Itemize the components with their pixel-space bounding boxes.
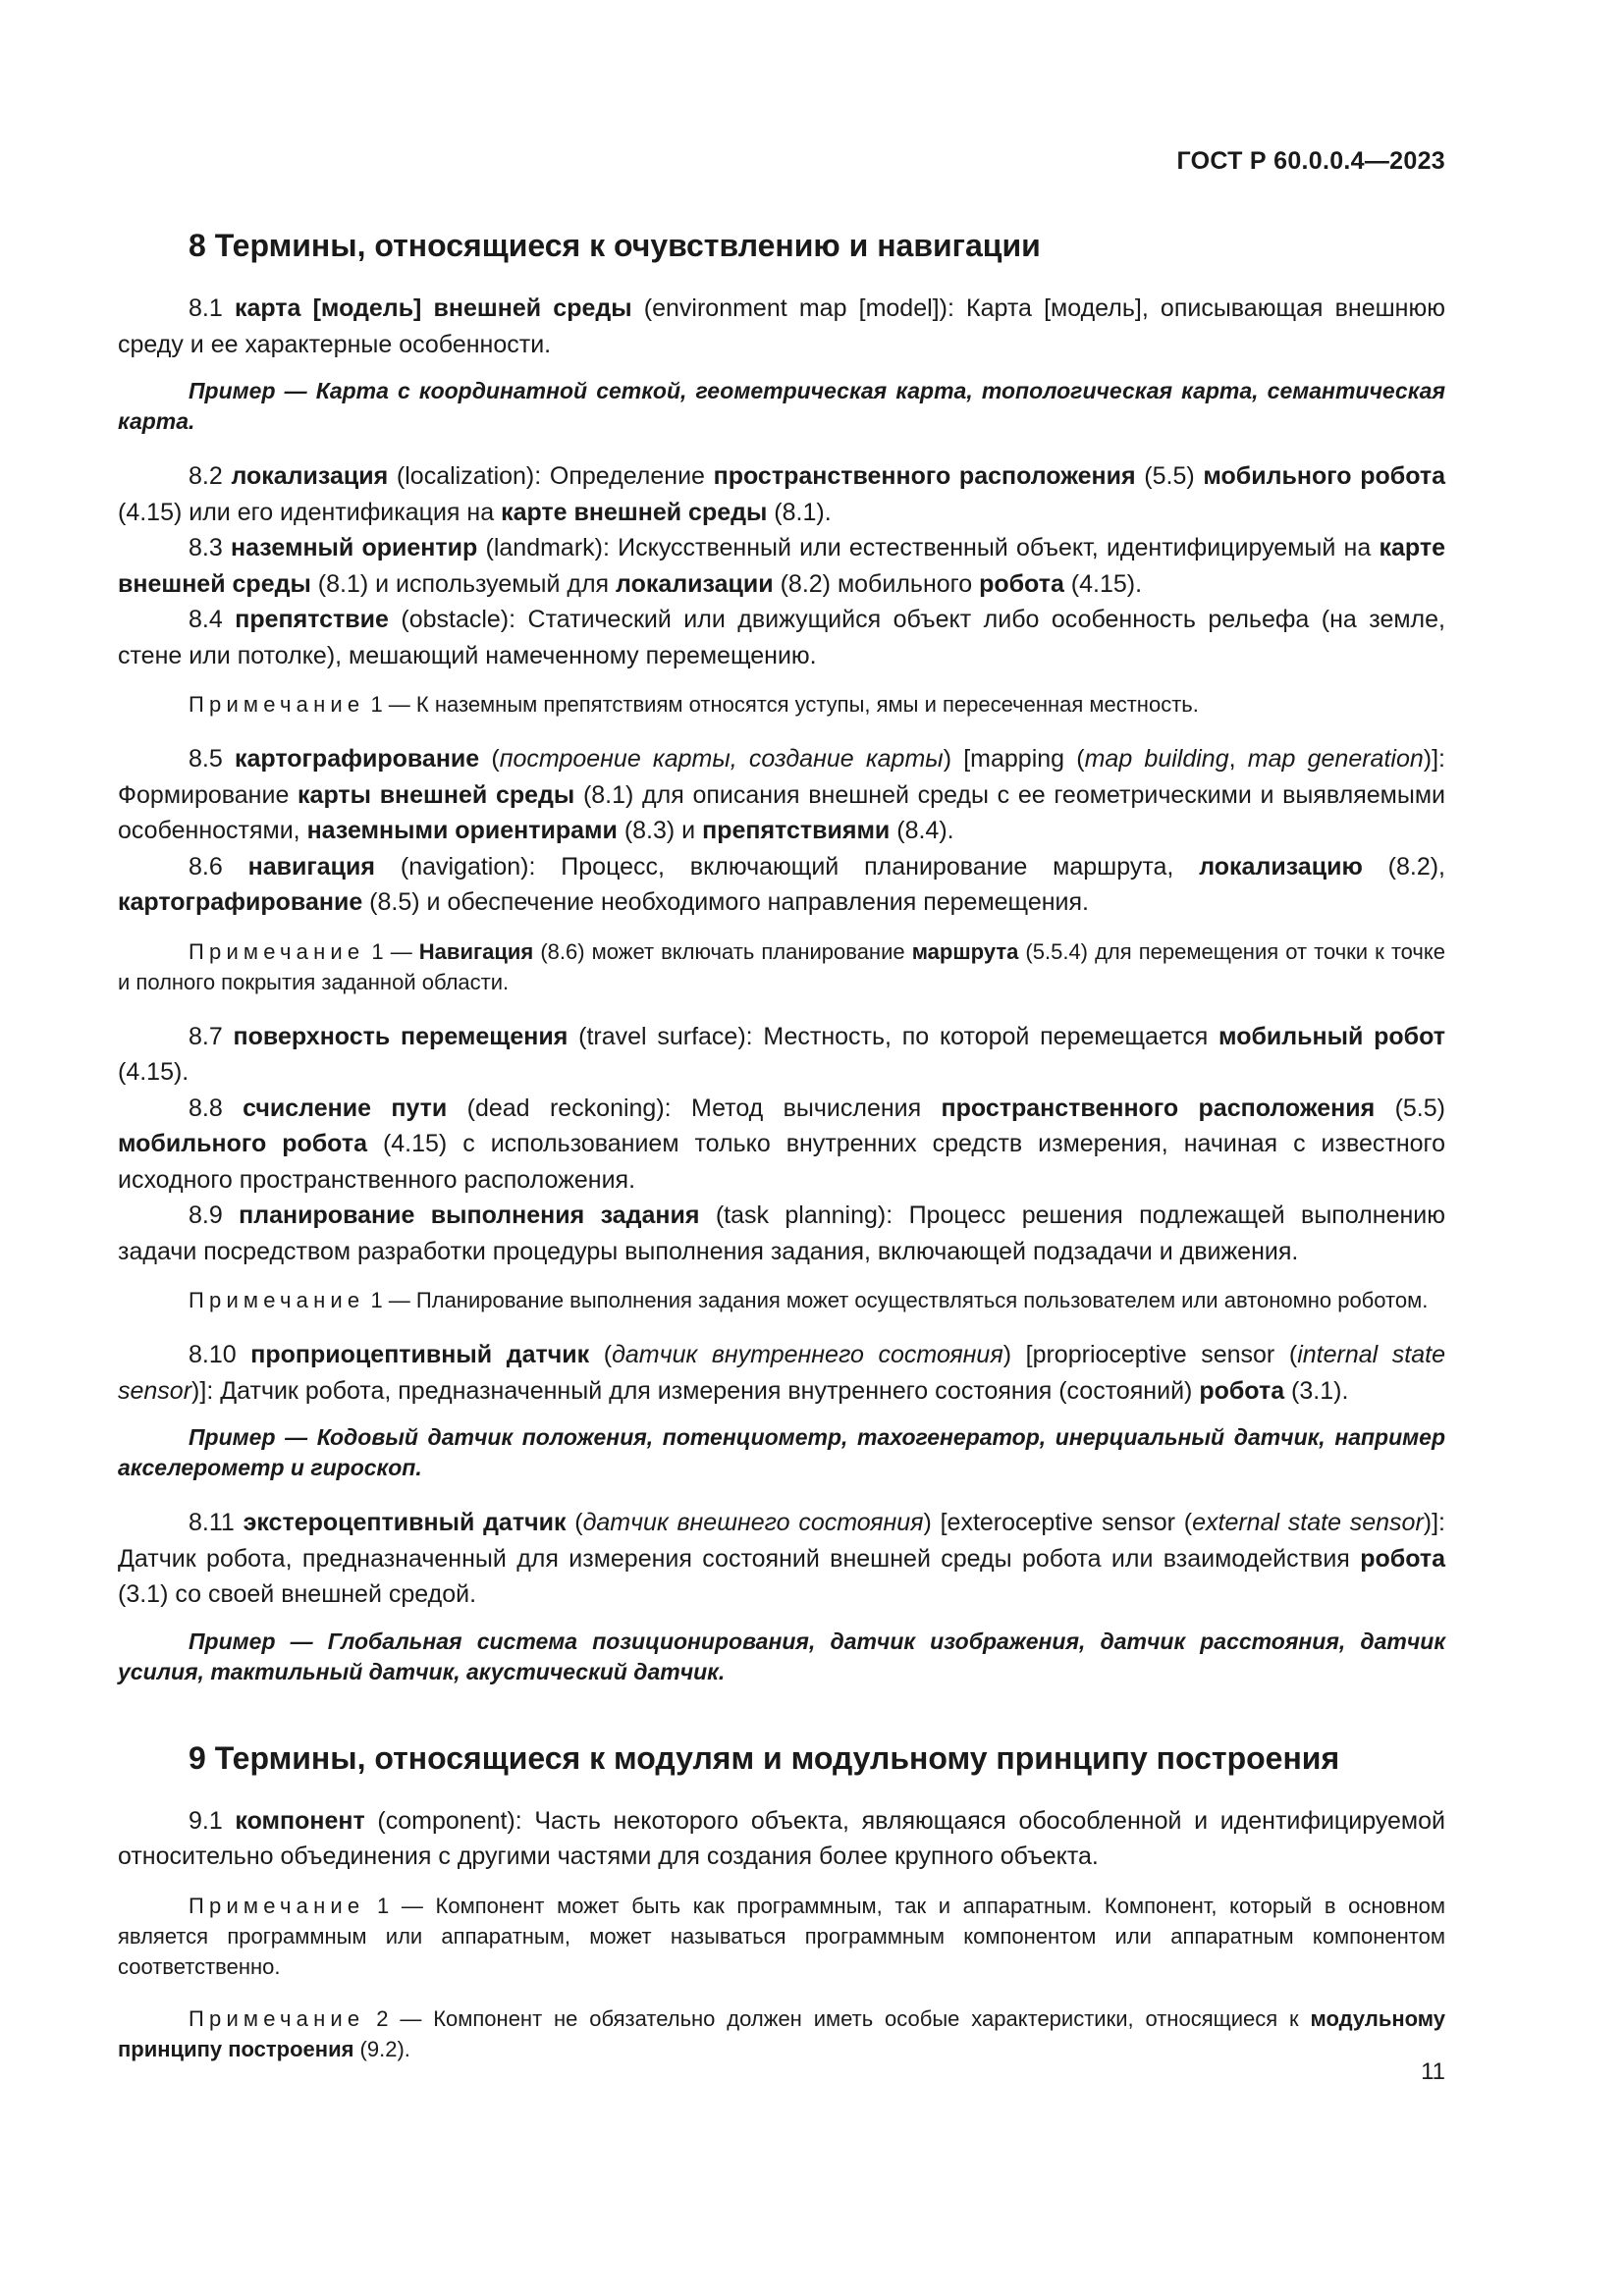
term-name: картографирование xyxy=(234,745,480,773)
term-definition: (navigation): Процесс, включающий планирование маршрута, xyxy=(375,852,1200,881)
term-definition: (dead reckoning): Метод вычисления xyxy=(447,1094,942,1122)
term-reference: препятствиями xyxy=(702,817,891,844)
term-reference: карты внешней среды xyxy=(298,780,575,809)
note-text: 1 — Компонент может быть как программным, так и аппаратным. Компонент, который в основном является программным или аппаратным, может называться программным компонентом или аппаратным компонентом соответственно. xyxy=(118,1893,1445,1979)
term-name: компонент xyxy=(235,1806,365,1835)
term-name: препятствие xyxy=(235,606,389,633)
note-text: 1 — Планирование выполнения задания может осуществляться пользователем или автономно роботом. xyxy=(364,1288,1429,1312)
term-definition: (3.1) со своей внешней средой. xyxy=(118,1580,477,1608)
term-definition: (4.15) с использованием только внутренних средств измерения, начиная с известного исходного пространственного расположения. xyxy=(118,1130,1445,1194)
term-8-5 xyxy=(118,741,1445,849)
term-number: 8.3 xyxy=(189,534,223,561)
term-8-1 xyxy=(118,291,1445,362)
page-content xyxy=(118,147,1445,2064)
section-8-title: 8 Термины, относящиеся к очувствлению и навигации xyxy=(189,228,1041,263)
term-number: 8.4 xyxy=(189,606,223,633)
term-definition: ( xyxy=(479,745,500,773)
term-number: 8.9 xyxy=(189,1201,223,1229)
term-reference: робота xyxy=(1360,1544,1445,1573)
term-reference: пространственного расположения xyxy=(713,462,1136,490)
section-9-title: 9 Термины, относящиеся к модулям и модульному принципу построения xyxy=(189,1739,1340,1776)
note-label: Примечание xyxy=(189,2005,365,2031)
example-8-1: Пример — Карта с координатной сеткой, геометрическая карта, топологическая карта, семантическая карта. xyxy=(118,378,1445,434)
note-label: Примечание xyxy=(189,1288,365,1312)
term-definition: (4.15). xyxy=(1063,569,1143,598)
term-definition: (5.5) xyxy=(1135,462,1204,490)
term-reference: наземными ориентирами xyxy=(306,817,618,844)
term-name: счисление пути xyxy=(243,1094,448,1122)
term-definition: (8.1). xyxy=(767,498,832,526)
term-definition: (localization): Определение xyxy=(388,462,714,490)
term-definition: (landmark): Искусственный или естественный объект, идентифицируемый на xyxy=(477,534,1380,561)
example-8-11: Пример — Глобальная система позиционирования, датчик изображения, датчик расстояния, датчик усилия, тактильный датчик, акустический датчик. xyxy=(118,1628,1445,1684)
term-8-6 xyxy=(118,849,1445,921)
note-text: 1 — xyxy=(364,938,419,964)
term-definition: )]: Формирование xyxy=(118,745,1445,809)
term-definition: (8.3) и xyxy=(617,817,703,844)
term-definition: ) [proprioceptive sensor ( xyxy=(1002,1341,1298,1368)
note-9-1-1 xyxy=(118,1891,1445,1982)
term-number: 8.8 xyxy=(189,1094,223,1122)
term-synonym-en: map building xyxy=(1084,745,1229,773)
term-name: навигация xyxy=(247,852,376,881)
term-number: 8.1 xyxy=(189,294,223,322)
term-reference: мобильного робота xyxy=(1203,462,1446,490)
term-reference: локализацию xyxy=(1199,852,1363,881)
term-synonym: датчик внешнего состояния xyxy=(582,1509,924,1536)
term-number: 8.11 xyxy=(189,1509,235,1536)
term-definition: )]: Датчик робота, предназначенный для измерения внутреннего состояния (состояний) xyxy=(191,1376,1200,1405)
term-reference: робота xyxy=(1199,1376,1285,1405)
note-8-4 xyxy=(118,689,1445,720)
term-definition: (component): Часть некоторого объекта, являющаяся обособленной и идентифицируемой относительно объединения с другими частями для создания более крупного объекта. xyxy=(118,1806,1445,1870)
term-name: наземный ориентир xyxy=(230,534,478,561)
note-8-9 xyxy=(118,1285,1445,1315)
term-definition: (3.1). xyxy=(1284,1376,1349,1405)
term-definition: (task planning): Процесс решения подлежащей выполнению задачи посредством разработки процедуры выполнения задания, включающей подзадачи и движения. xyxy=(118,1201,1446,1265)
term-reference: локализации xyxy=(616,569,774,598)
term-8-11 xyxy=(118,1505,1445,1613)
note-label: Примечание xyxy=(189,1893,365,1918)
note-text: 1 — К наземным препятствиям относятся уступы, ямы и пересеченная местность. xyxy=(364,692,1199,717)
term-definition: (8.5) и обеспечение необходимого направления перемещения. xyxy=(362,888,1089,916)
term-synonym: датчик внутреннего состояния xyxy=(612,1341,1003,1368)
term-definition: ( xyxy=(566,1509,583,1536)
term-number: 8.7 xyxy=(189,1022,223,1050)
term-definition: (8.2) мобильного xyxy=(773,569,980,598)
term-reference: картографирование xyxy=(118,888,363,916)
note-8-6 xyxy=(118,936,1445,997)
term-definition: , xyxy=(1228,745,1248,773)
term-definition: (4.15) или его идентификация на xyxy=(118,498,502,526)
term-synonym-en: internal state sensor xyxy=(118,1341,1446,1405)
note-9-1-2 xyxy=(118,2003,1445,2064)
term-synonym: построение карты, создание карты xyxy=(499,745,944,773)
term-9-1 xyxy=(118,1803,1445,1875)
term-8-3 xyxy=(118,530,1445,602)
term-name: экстероцептивный датчик xyxy=(243,1509,567,1536)
term-definition: ( xyxy=(589,1341,613,1368)
note-text: (9.2). xyxy=(353,2036,410,2061)
term-name: планирование выполнения задания xyxy=(239,1201,700,1229)
term-8-2 xyxy=(118,458,1445,530)
example-8-10: Пример — Кодовый датчик положения, потенциометр, тахогенератор, инерциальный датчик, например акселерометр и гироскоп. xyxy=(118,1424,1445,1480)
term-number: 9.1 xyxy=(189,1806,223,1835)
term-definition: (environment map [model]): Карта [модель], описывающая внешнюю среду и ее характерные особенности. xyxy=(118,294,1445,358)
term-definition: ) [mapping ( xyxy=(943,745,1085,773)
note-text: (5.5.4) для перемещения от точки к точке и полного покрытия заданной области. xyxy=(118,938,1446,994)
term-reference: робота xyxy=(979,569,1064,598)
term-8-4 xyxy=(118,602,1445,673)
term-8-9 xyxy=(118,1198,1445,1269)
term-definition: ) [exteroceptive sensor ( xyxy=(923,1509,1193,1536)
term-number: 8.10 xyxy=(189,1341,237,1368)
term-definition: )]: Датчик робота, предназначенный для измерения состояний внешней среды робота или взаимодействия xyxy=(118,1509,1445,1573)
term-8-7 xyxy=(118,1019,1445,1091)
note-reference: модульному принципу построения xyxy=(118,2005,1445,2061)
note-reference: маршрута xyxy=(911,938,1019,964)
term-synonym-en: external state sensor xyxy=(1192,1509,1424,1536)
term-name: карта [модель] внешней среды xyxy=(234,294,632,322)
term-definition: (8.2), xyxy=(1362,852,1445,881)
term-reference: карте внешней среды xyxy=(118,534,1445,598)
term-number: 8.6 xyxy=(189,852,223,881)
note-text: (8.6) может включать планирование xyxy=(533,938,912,964)
term-name: локализация xyxy=(231,462,389,490)
term-definition: (8.1) для описания внешней среды с ее геометрическими и выявляемыми особенностями, xyxy=(118,780,1445,844)
term-8-10 xyxy=(118,1337,1445,1409)
term-reference: карте внешней среды xyxy=(501,498,768,526)
term-8-8 xyxy=(118,1091,1445,1199)
term-reference: пространственного расположения xyxy=(941,1094,1376,1122)
note-label: Примечание xyxy=(189,938,365,964)
doc-code: ГОСТ Р 60.0.0.4—2023 xyxy=(1176,147,1445,175)
note-reference: Навигация xyxy=(418,938,534,964)
term-number: 8.5 xyxy=(189,745,223,773)
term-name: поверхность перемещения xyxy=(233,1022,568,1050)
term-definition: (5.5) xyxy=(1375,1094,1445,1122)
term-name: проприоцептивный датчик xyxy=(250,1341,590,1368)
page-number: 11 xyxy=(1421,2058,1445,2085)
term-definition: (8.4). xyxy=(890,817,954,844)
term-definition: (8.1) и используемый для xyxy=(310,569,617,598)
note-text: 2 — Компонент не обязательно должен иметь особые характеристики, относящиеся к xyxy=(364,2005,1311,2031)
term-reference: мобильного робота xyxy=(118,1130,367,1157)
term-number: 8.2 xyxy=(189,462,223,490)
term-synonym-en: map generation xyxy=(1247,745,1424,773)
term-definition: (travel surface): Местность, по которой перемещается xyxy=(568,1022,1219,1050)
term-definition: (obstacle): Статический или движущийся объект либо особенность рельефа (на земле, стене или потолке), мешающий намеченному перемещению. xyxy=(118,606,1445,669)
note-label: Примечание xyxy=(189,692,365,717)
term-definition: (4.15). xyxy=(118,1058,189,1086)
term-reference: мобильный робот xyxy=(1218,1022,1445,1050)
